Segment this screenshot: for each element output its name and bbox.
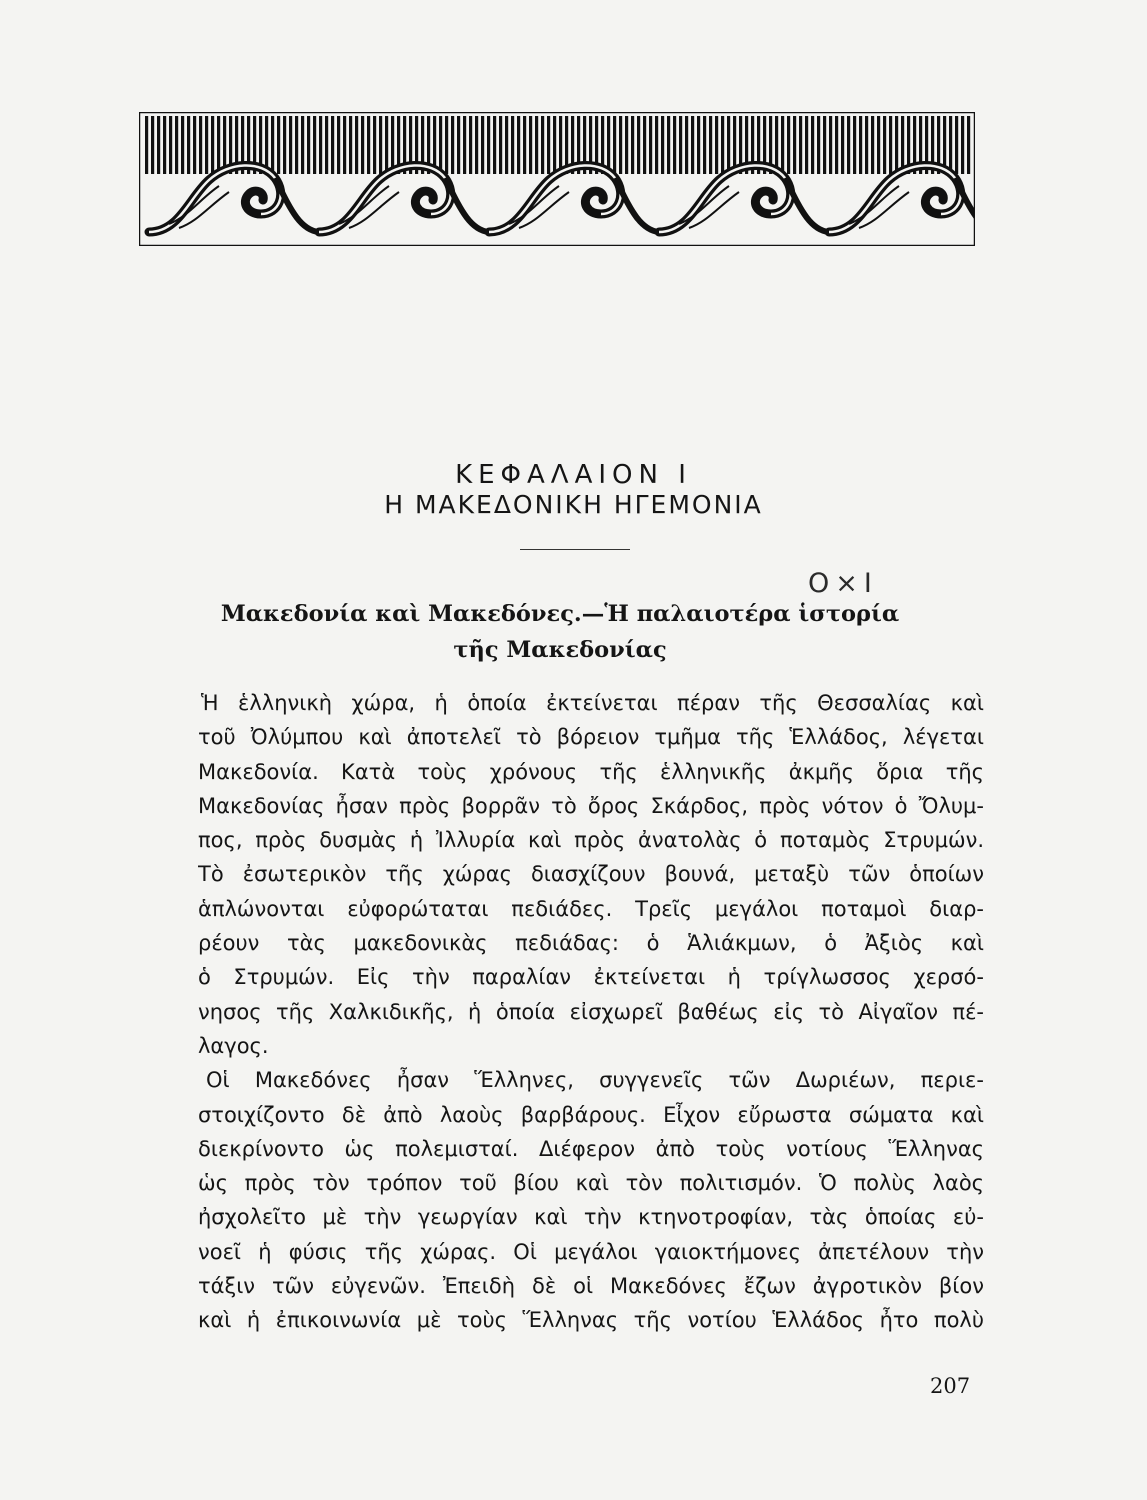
text-line: ὡς πρὸς τὸν τρόπον τοῦ βίου καὶ τὸν πολιτισμόν. Ὁ πολὺς λαὸς (198, 1171, 984, 1196)
text-line: λαγος. (198, 1033, 269, 1058)
text-line: ἁπλώνονται εὐφορώταται πεδιάδες. Τρεῖς μεγάλοι ποταμοὶ διαρ- (198, 896, 984, 921)
body-text (198, 686, 984, 1338)
text-line: πος, πρὸς δυσμὰς ἡ Ἰλλυρία καὶ πρὸς ἀνατολὰς ὁ ποταμὸς Στρυμών. (198, 828, 984, 853)
text-line: Ἡ ἑλληνικὴ χώρα, ἡ ὁποία ἐκτείνεται πέραν τῆς Θεσσαλίας καὶ (201, 691, 984, 715)
text-line: Μακεδονία. Κατὰ τοὺς χρόνους τῆς ἑλληνικῆς ἀκμῆς ὅρια τῆς (198, 759, 984, 784)
text-line: τοῦ Ὀλύμπου καὶ ἀποτελεῖ τὸ βόρειον τμῆμα τῆς Ἑλλάδος, λέγεται (198, 725, 984, 750)
text-line: νησος τῆς Χαλκιδικῆς, ἡ ὁποία εἰσχωρεῖ βαθέως εἰς τὸ Αἰγαῖον πέ- (198, 999, 984, 1024)
text-line: Μακεδονίας ἦσαν πρὸς βορρᾶν τὸ ὄρος Σκάρδος, πρὸς νότον ὁ Ὄλυμ- (198, 793, 984, 818)
text-line: στοιχίζοντο δὲ ἀπὸ λαοὺς βαρβάρους. Εἶχον εὔρωστα σώματα καὶ (198, 1102, 984, 1127)
text-line: Τὸ ἐσωτερικὸν τῆς χώρας διασχίζουν βουνά, μεταξὺ τῶν ὁποίων (198, 862, 984, 887)
text-line: διεκρίνοντο ὡς πολεμισταί. Διέφερον ἀπὸ τοὺς νοτίους Ἕλληνας (198, 1136, 984, 1161)
text-line: ὁ Στρυμών. Εἰς τὴν παραλίαν ἐκτείνεται ἡ τρίγλωσσος χερσό- (198, 965, 984, 990)
page-number: 207 (930, 1374, 971, 1398)
text-line: ρέουν τὰς μακεδονικὰς πεδιάδας: ὁ Ἁλιάκμων, ὁ Ἀξιὸς καὶ (198, 931, 984, 956)
text-line: καὶ ἡ ἐπικοινωνία μὲ τοὺς Ἕλληνας τῆς νοτίου Ἑλλάδος ἦτο πολὺ (198, 1308, 984, 1333)
wave-ornament-border (139, 112, 975, 246)
text-line: νοεῖ ἡ φύσις τῆς χώρας. Οἱ μεγάλοι γαιοκτήμονες ἀπετέλουν τὴν (198, 1239, 984, 1264)
title-rule (520, 549, 630, 550)
text-line: ἠσχολεῖτο μὲ τὴν γεωργίαν καὶ τὴν κτηνοτροφίαν, τὰς ὁποίας εὐ- (198, 1205, 984, 1230)
section-heading (150, 596, 970, 668)
section-heading-line-2: τῆς Μακεδονίας (453, 637, 667, 663)
section-heading-line-1: Μακεδονία καὶ Μακεδόνες.—Ἡ παλαιοτέρα ἱστορία (220, 601, 900, 627)
chapter-title: Η ΜΑΚΕΔΟΝΙΚΗ ΗΓΕΜΟΝΙΑ (384, 490, 763, 519)
text-line: τάξιν τῶν εὐγενῶν. Ἐπειδὴ δὲ οἱ Μακεδόνες ἔζων ἀγροτικὸν βίον (198, 1274, 984, 1299)
handwritten-annotation: Ο×Ι (808, 568, 878, 599)
text-line: Οἱ Μακεδόνες ἦσαν Ἕλληνες, συγγενεῖς τῶν Δωριέων, περιε- (206, 1068, 984, 1093)
chapter-label: ΚΕΦΑΛΑΙΟΝ Ι (455, 460, 692, 490)
